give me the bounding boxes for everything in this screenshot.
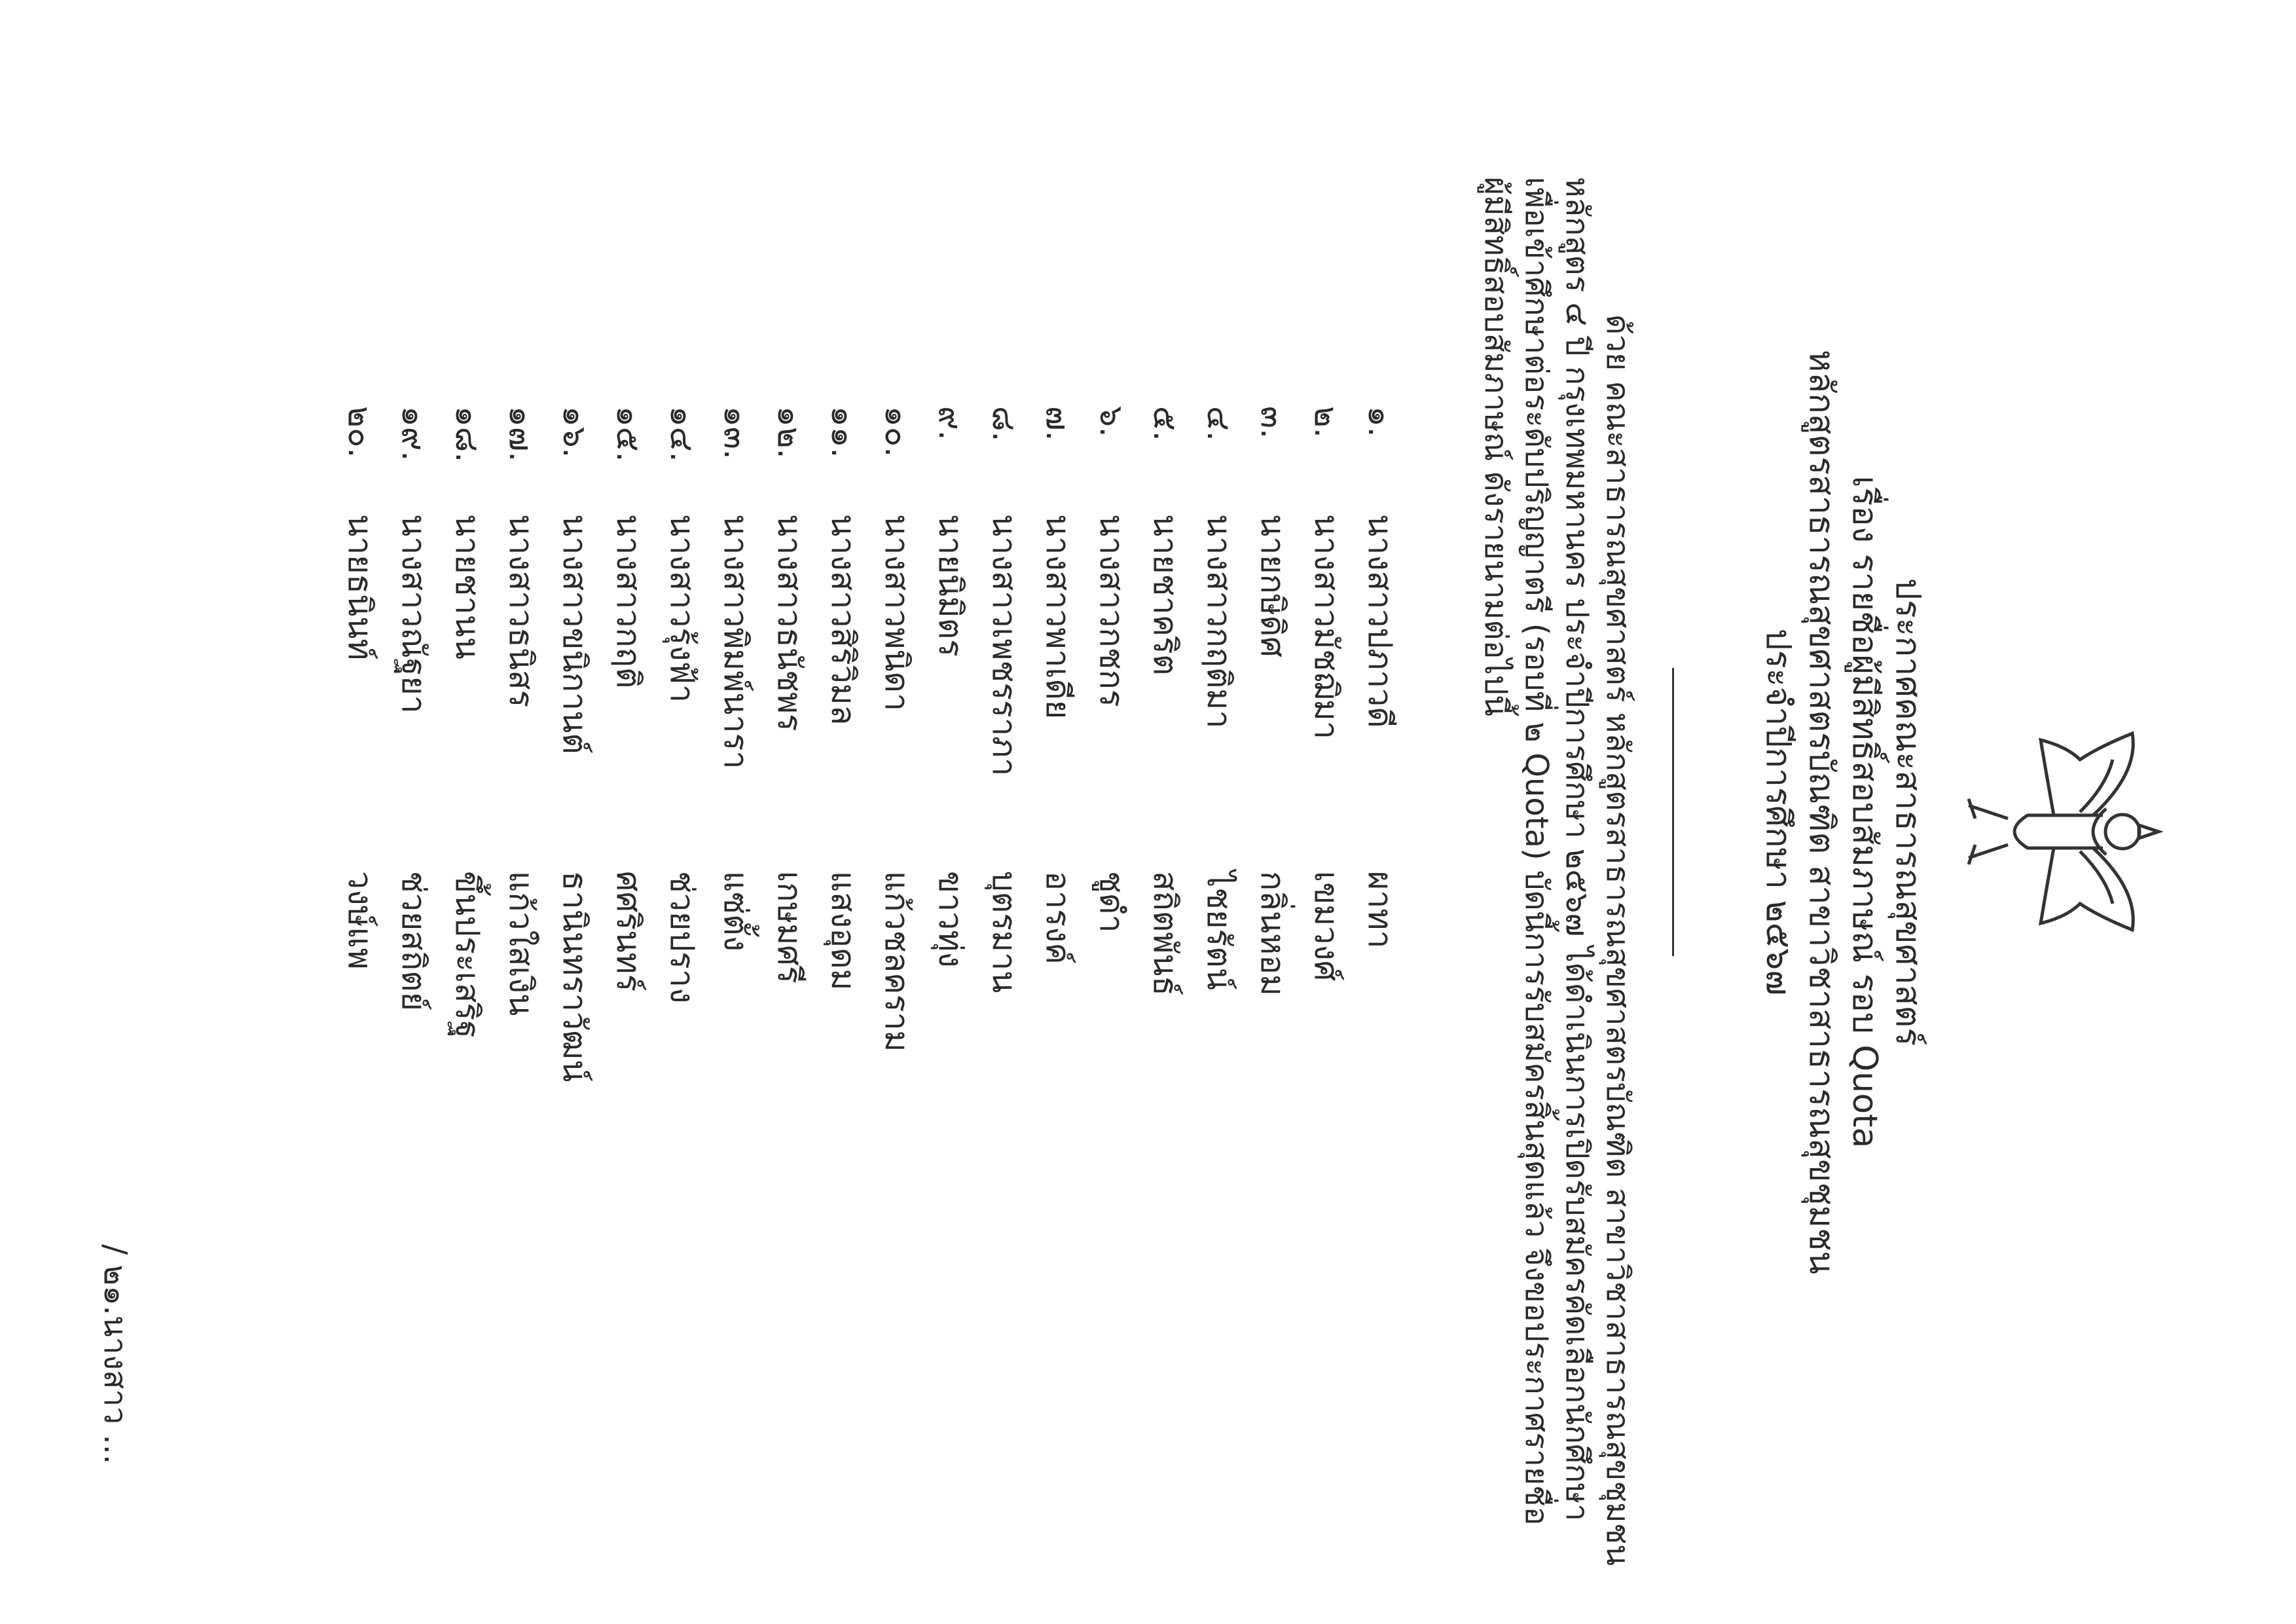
first-name: นายนิมิตร: [932, 514, 970, 657]
body-line-1: ด้วย คณะสาธารณสุขศาสตร์ หลักสูตรสาธารณสุขศาสตรบัณฑิต สาขาวิชาสาธารณสุขชุมชน: [1599, 314, 1636, 1566]
divider: [1672, 668, 1674, 956]
first-name: นางสาวสิริวิมล: [824, 514, 862, 726]
list-item: [387, 0, 441, 1624]
list-item: [494, 0, 548, 1624]
first-name: นางสาวกฤติมา: [1200, 514, 1238, 729]
list-item: [1300, 0, 1353, 1624]
garuda-emblem-icon: [1956, 720, 2178, 943]
first-name: นางสาวพนิดา: [878, 514, 916, 712]
list-item: [602, 0, 655, 1624]
item-number: ๑๔.: [663, 406, 701, 462]
item-number: ๖.: [1093, 406, 1131, 437]
list-item: [763, 0, 816, 1624]
list-item: [1246, 0, 1300, 1624]
list-item: [709, 0, 763, 1624]
last-name: ผาทา: [1361, 871, 1399, 949]
item-number: ๑๕.: [610, 406, 647, 462]
body-line-3: เพื่อเข้าศึกษาต่อระดับปริญญาตรี (รอบที่ ๒ Quota) บัดนี้การรับสมัครสิ้นสุดแล้ว จึงขอประกาศรายชื่อ: [1518, 177, 1555, 1526]
last-name: แสงอุดม: [824, 871, 862, 991]
last-name: เกษมศรี: [771, 871, 809, 984]
first-name: นายชาคริต: [1146, 514, 1184, 676]
item-number: ๒๐.: [341, 406, 379, 458]
first-name: นางสาวพิมพ์นารา: [717, 514, 755, 769]
last-name: บุตรมาน: [985, 871, 1023, 993]
announcement-subject: เรื่อง รายชื่อผู้มีสิทธิ์สอบสัมภาษณ์ รอบ Quota: [1845, 475, 1884, 1149]
item-number: ๑๒.: [771, 406, 809, 459]
list-item: [1139, 0, 1192, 1624]
last-name: วงษ์แพ: [341, 871, 379, 970]
first-name: นางสาวรุ้งฟ้า: [663, 514, 701, 703]
first-name: นางสาวขนิกานต์: [556, 514, 594, 754]
item-number: ๔.: [1200, 406, 1238, 441]
list-item: [655, 0, 709, 1624]
page-continuation: / ๒๑.นางสาว ...: [97, 1244, 134, 1465]
last-name: ขาวทุ่ง: [932, 871, 970, 968]
last-name: แซ่ตั้ง: [717, 871, 755, 952]
last-name: เขมวงศ์: [1307, 871, 1345, 982]
item-number: ๕.: [1146, 406, 1184, 441]
first-name: นางสาวปภาวดี: [1361, 514, 1399, 728]
first-name: นางสาวพาเดีย: [1039, 514, 1077, 720]
list-item: [977, 0, 1031, 1624]
last-name: แก้วใสเงิน: [502, 871, 540, 1016]
last-name: กลิ่นหอม: [1254, 871, 1292, 997]
last-name: ขึ้นประเสริฐ: [448, 871, 486, 1039]
academic-year: ประจำปีการศึกษา ๒๕๖๗: [1758, 628, 1798, 996]
first-name: นางสาวธนัชพร: [771, 514, 809, 731]
list-item: [333, 0, 387, 1624]
last-name: ช่วยสถิตย์: [395, 871, 433, 1011]
first-name: นายธนินท์: [341, 514, 379, 661]
first-name: นางสาวธนิสร: [502, 514, 540, 708]
item-number: ๙.: [932, 406, 970, 441]
last-name: ศศรินทร์: [610, 871, 647, 992]
list-item: [548, 0, 602, 1624]
last-name: ช่วยปราง: [663, 871, 701, 1004]
first-name: นางสาวกชกร: [1093, 514, 1131, 707]
last-name: อารงค์: [1039, 871, 1077, 965]
announcement-title: ประกาศคณะสาธารณสุขศาสตร์: [1888, 578, 1927, 1046]
list-item: [441, 0, 494, 1624]
first-name: นางสาวมัชฌิมา: [1307, 514, 1345, 739]
list-item: [1085, 0, 1139, 1624]
first-name: นางสาวเพชรราภา: [985, 514, 1023, 777]
candidate-list: [333, 0, 1407, 1624]
last-name: ชูดำ: [1093, 871, 1131, 933]
item-number: ๒.: [1307, 406, 1345, 438]
list-item: [1353, 0, 1407, 1624]
item-number: ๑๓.: [717, 406, 755, 460]
list-item: [924, 0, 977, 1624]
last-name: สถิตพันธ์: [1146, 871, 1184, 996]
list-item: [816, 0, 870, 1624]
body-line-2: หลักสูตร ๔ ปี กรุงเทพมหานคร ประจำปีการศึกษา ๒๕๖๗ ได้ดำเนินการเปิดรับสมัครคัดเลือกนักศึกษา: [1559, 177, 1595, 1522]
last-name: ไชยรัตน์: [1200, 871, 1238, 990]
item-number: ๑๐.: [878, 406, 916, 458]
item-number: ๓.: [1254, 406, 1292, 439]
last-name: แก้วชลคราม: [878, 871, 916, 1052]
item-number: ๗.: [1039, 406, 1077, 441]
body-line-4: ผู้มีสิทธิ์สอบสัมภาษณ์ ดังรายนามต่อไปนี้: [1478, 177, 1514, 716]
item-number: ๑๗.: [502, 406, 540, 462]
last-name: ธานินทราวัฒน์: [556, 871, 594, 1082]
list-item: [1192, 0, 1246, 1624]
first-name: นายกษิดิศ: [1254, 514, 1292, 657]
list-item: [870, 0, 924, 1624]
item-number: ๑๑.: [824, 406, 862, 458]
item-number: ๑๙.: [395, 406, 433, 462]
first-name: นางสาวณัฐยา: [395, 514, 433, 714]
list-item: [1031, 0, 1085, 1624]
program-name: หลักสูตรสาธารณสุขศาสตรบัณฑิต สาขาวิชาสาธารณสุขชุมชน: [1802, 350, 1841, 1274]
first-name: นายชานน: [448, 514, 486, 659]
item-number: ๘.: [985, 406, 1023, 442]
item-number: ๑.: [1361, 406, 1399, 437]
item-number: ๑๘.: [448, 406, 486, 463]
item-number: ๑๖.: [556, 406, 594, 458]
first-name: นางสาวกฤติ: [610, 514, 647, 689]
